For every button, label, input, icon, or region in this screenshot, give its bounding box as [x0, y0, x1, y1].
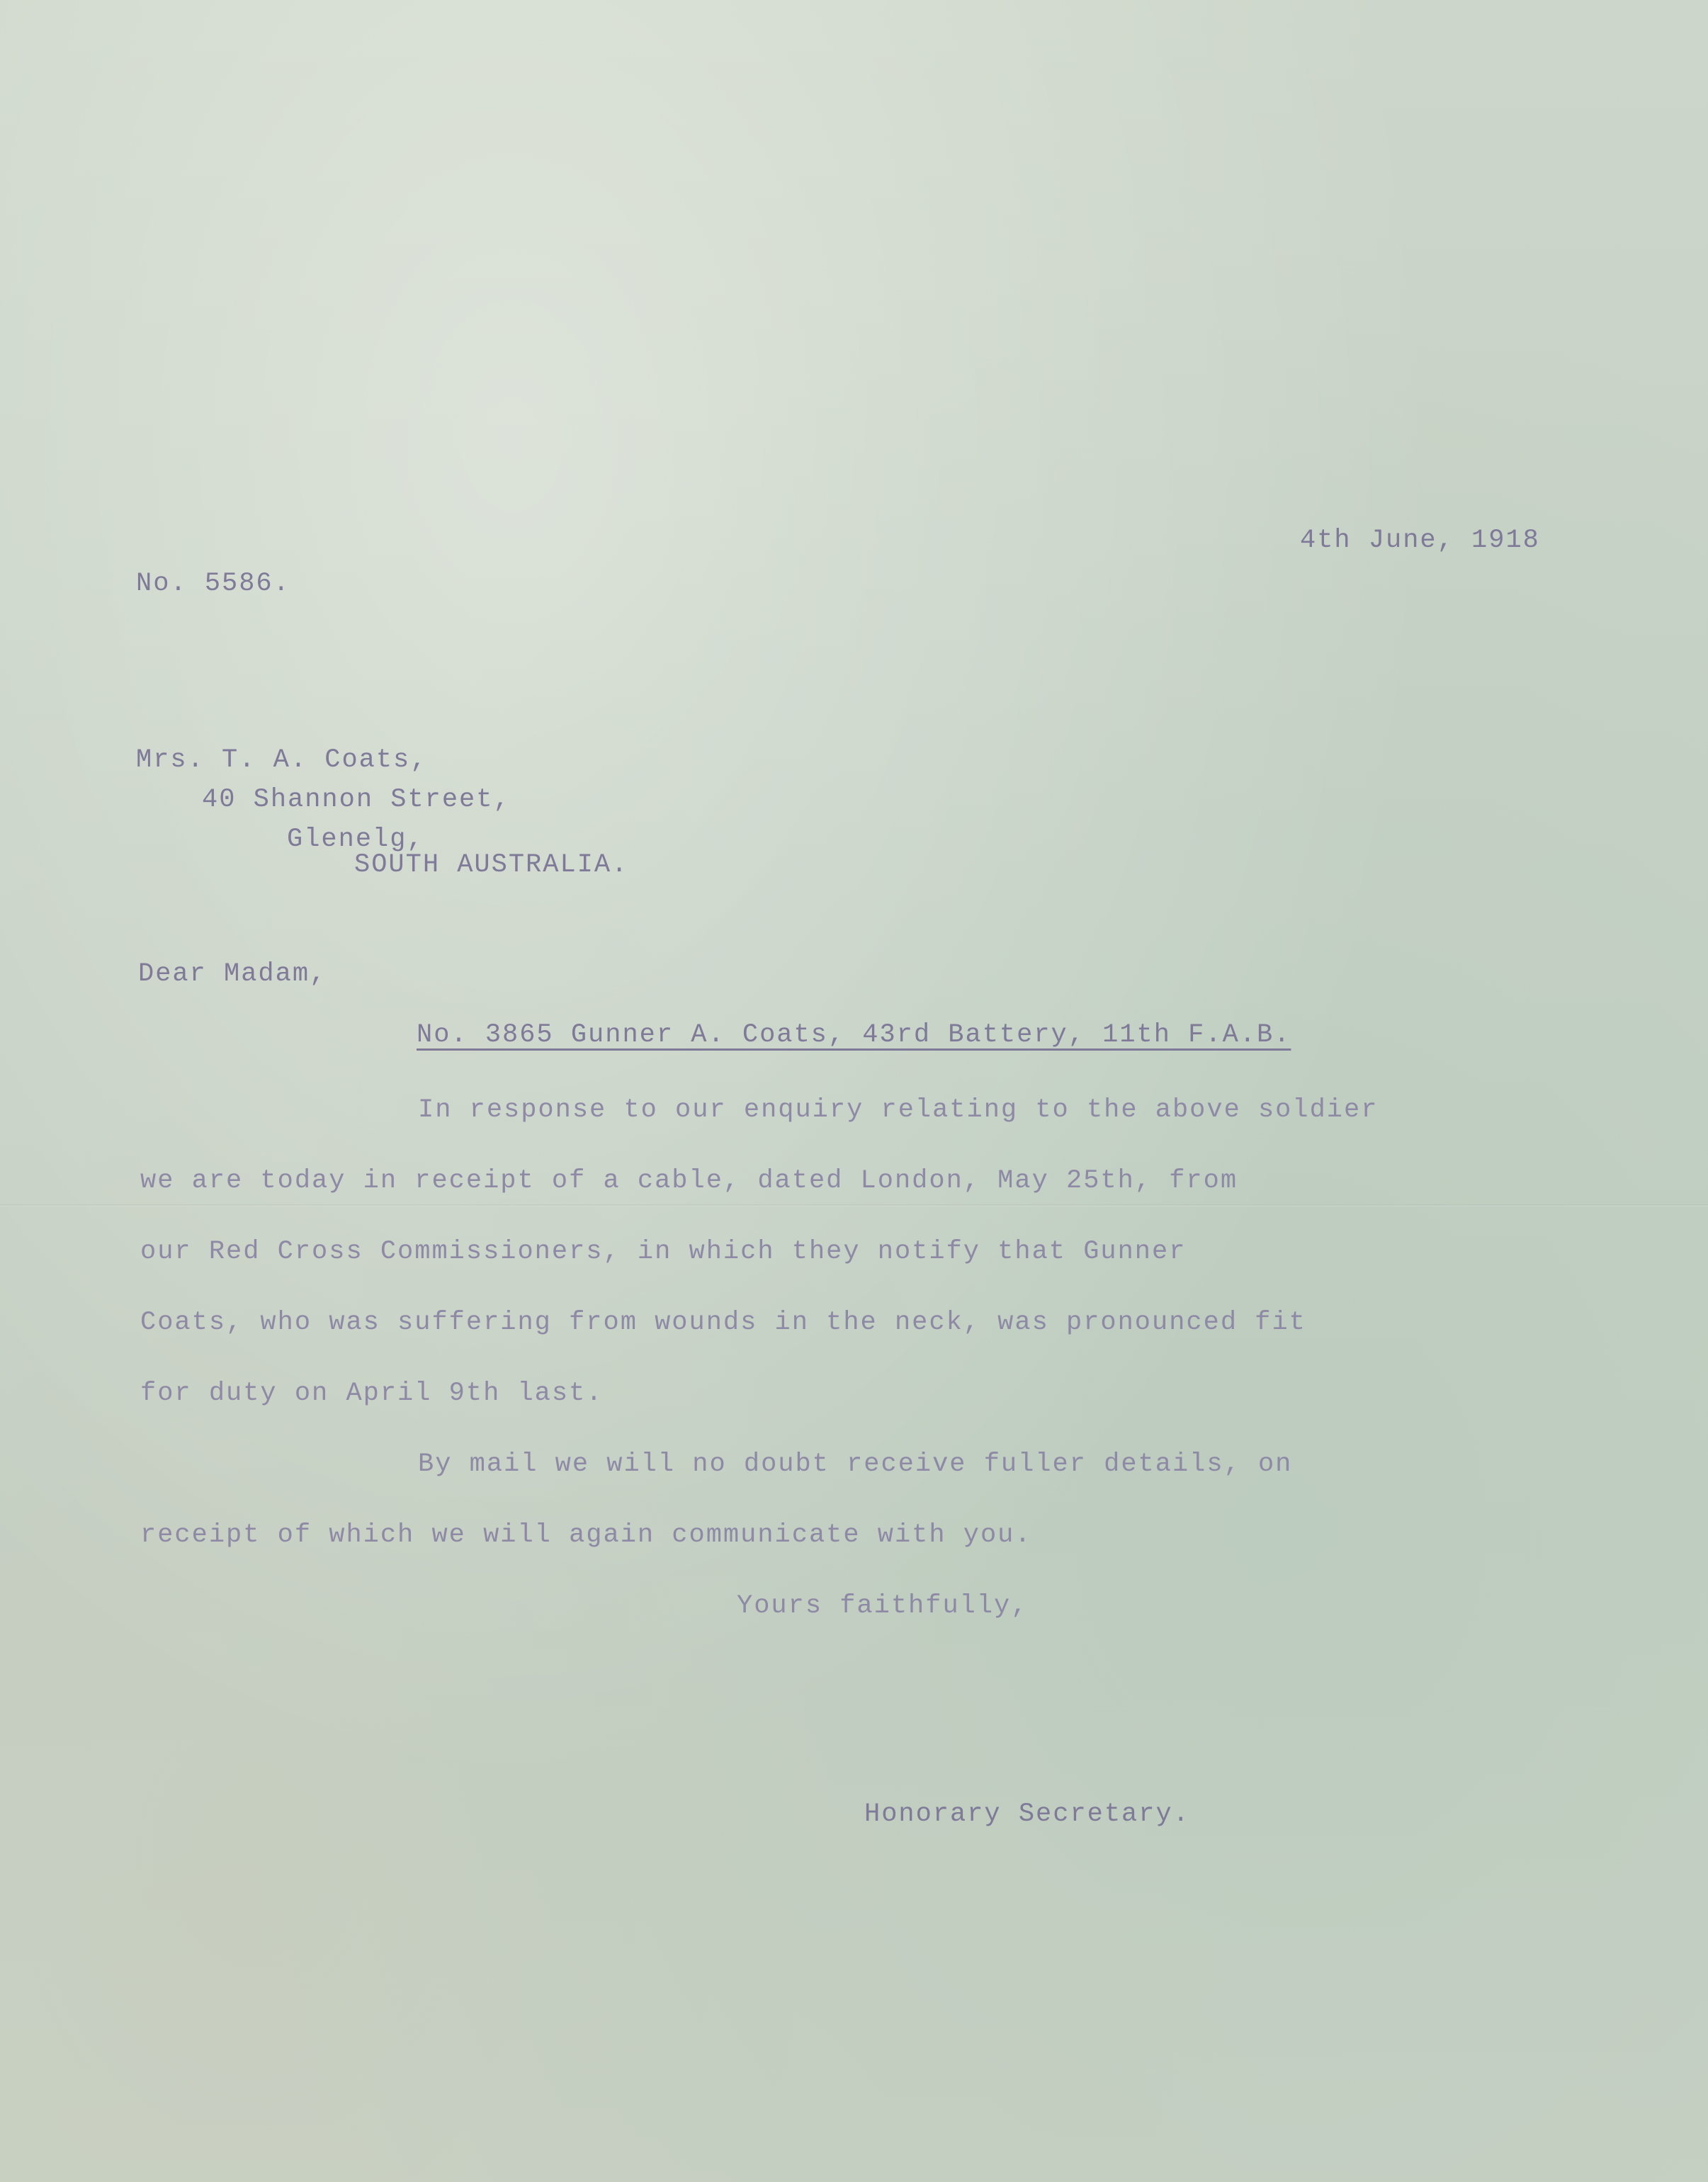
body-line: By mail we will no doubt receive fuller details, on: [418, 1449, 1293, 1479]
body-line: we are today in receipt of a cable, dated London, May 25th, from: [140, 1166, 1238, 1196]
address-line-suburb: Glenelg,: [287, 825, 424, 854]
signature-title: Honorary Secretary.: [864, 1799, 1190, 1829]
paper-fold-line: [0, 1204, 1708, 1206]
subject-line: No. 3865 Gunner A. Coats, 43rd Battery, 11th F.A.B.: [417, 1020, 1291, 1050]
closing: Yours faithfully,: [737, 1591, 1029, 1621]
body-line: Coats, who was suffering from wounds in the neck, was pronounced fit: [140, 1308, 1306, 1338]
body-line: our Red Cross Commissioners, in which they notify that Gunner: [140, 1237, 1187, 1267]
body-line: for duty on April 9th last.: [140, 1379, 604, 1408]
address-line-name: Mrs. T. A. Coats,: [136, 745, 428, 775]
salutation: Dear Madam,: [138, 959, 327, 989]
letter-date: 4th June, 1918: [1300, 526, 1540, 555]
body-line: In response to our enquiry relating to the above soldier: [418, 1095, 1379, 1125]
address-line-street: 40 Shannon Street,: [202, 785, 511, 815]
body-line: receipt of which we will again communicate with you.: [140, 1520, 1032, 1550]
reference-number: No. 5586.: [136, 569, 290, 599]
address-line-state: SOUTH AUSTRALIA.: [354, 850, 629, 880]
